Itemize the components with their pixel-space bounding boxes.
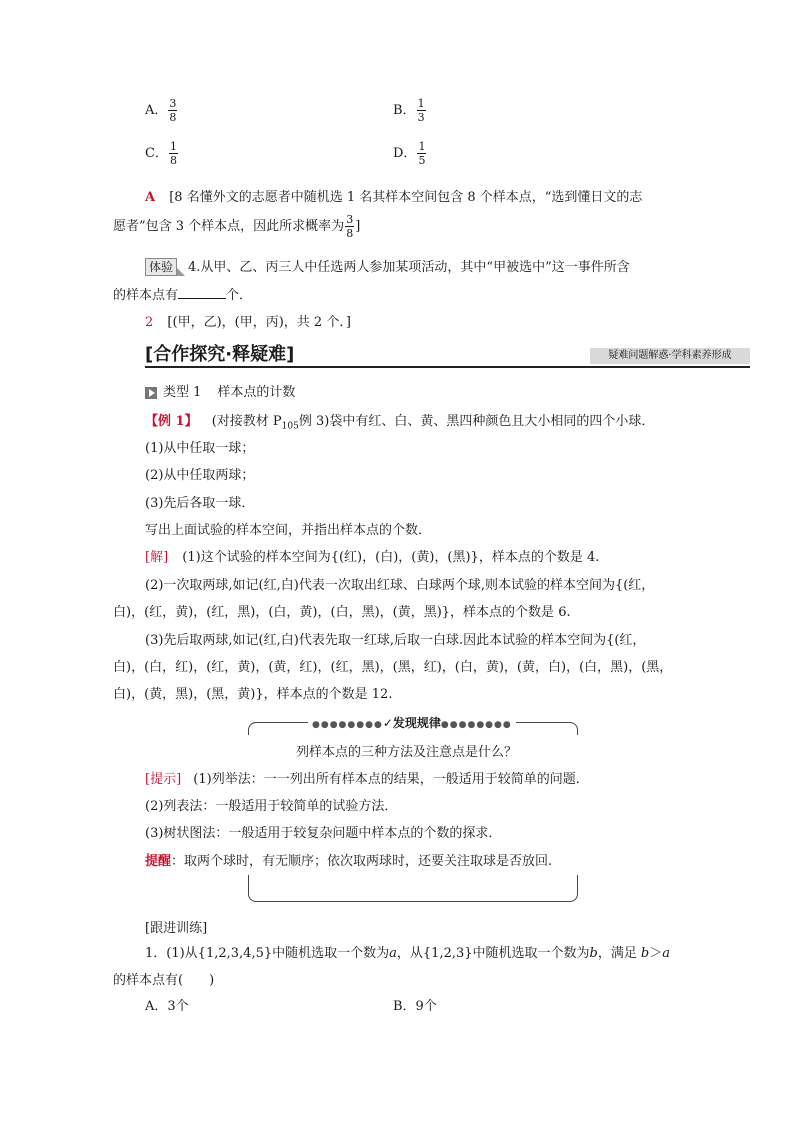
example-item: (1)从中任取一球； — [145, 441, 255, 456]
example-ask: 写出上面试验的样本空间，并指出样本点的个数． — [145, 523, 432, 538]
box-bottom-border — [248, 875, 578, 902]
answer-line-1: A [8 名懂外文的志愿者中随机选 1 名其样本空间包含 8 个样本点，“选到懂日文的志 — [145, 190, 643, 205]
question-4-answer: 2 [(甲，乙)，(甲，丙)，共 2 个．] — [145, 315, 351, 330]
answer-blank — [178, 286, 226, 299]
question-4-line-1: 体验 4.从甲、乙、丙三人中任选两人参加某项活动，其中“甲被选中”这一事件所含 — [145, 256, 630, 276]
option-d: D． $\frac{1}{5}$ — [393, 140, 426, 167]
solution-3-line-3: 白)，(黄，黑)，(黑，黄)}，样本点的个数是 12. — [113, 687, 393, 702]
example-item: (2)从中任取两球； — [145, 468, 255, 483]
fraction: $\frac{1}{8}$ — [169, 140, 177, 167]
section-subtitle-band: 疑难问题解惑·学科素养形成 — [590, 348, 750, 364]
tag-corner-icon — [177, 268, 185, 276]
solution-tag: [解] — [145, 550, 169, 565]
reminder-tag: 提醒 — [145, 854, 172, 869]
example-item: (3)先后各取一球． — [145, 496, 255, 511]
example-tag: 【例 1】 — [145, 414, 198, 429]
section-title: [合作探究·释疑难] — [145, 344, 295, 365]
option-c: C． $\frac{1}{8}$ — [145, 140, 177, 167]
discover-icon: ✓ — [382, 716, 393, 730]
solution-3-line-1: (3)先后取两球,如记(红,白)代表先取一红球,后取一白球.因此本试验的样本空间为{(红， — [145, 633, 646, 648]
play-icon — [145, 387, 157, 399]
option-a: A． $\frac{3}{8}$ — [145, 97, 177, 124]
hint-tag: [提示] — [145, 772, 182, 787]
practice-tag: [跟进训练] — [145, 921, 208, 936]
answer-letter: A — [145, 190, 156, 205]
fraction: $\frac{3}{8}$ — [169, 97, 177, 124]
example-1-header: 【例 1】 (对接教材 $P_{105}$例 3)袋中有红、白、黄、黑四种颜色且大小相同的四个小球． — [145, 414, 655, 432]
fraction: $\frac{1}{3}$ — [417, 97, 425, 124]
option-b: B． $\frac{1}{3}$ — [393, 97, 425, 124]
answer-line-2: 愿者”包含 3 个样本点，因此所求概率为 $\frac{3}{8}$ ] — [113, 213, 361, 240]
fraction: $\frac{1}{5}$ — [418, 140, 426, 167]
practice-option-b: B．9个 — [393, 999, 437, 1014]
solution-3-line-2: 白)，(白，红)，(红，黄)，(黄，红)，(红，黑)，(黑，红)，(白，黄)，(黄，白)，(白，黑)，(黑， — [113, 660, 673, 675]
practice-q1-line-2: 的样本点有( ) — [113, 973, 215, 988]
practice-q1-line-1: 1．(1)从{1,2,3,4,5}中随机选取一个数为a，从{1,2,3}中随机选取一个数为b，满足 b＞a — [145, 946, 670, 961]
section-header — [145, 340, 750, 368]
hint-1: [提示] (1)列举法：一一列出所有样本点的结果，一般适用于较简单的问题． — [145, 772, 589, 787]
discover-question: 列样本点的三种方法及注意点是什么？ — [296, 745, 518, 760]
section-divider — [145, 366, 750, 368]
hint-3: (3)树状图法：一般适用于较复杂问题中样本点的个数的探求． — [145, 826, 502, 841]
solution-2-line-1: (2)一次取两球,如记(红,白)代表一次取出红球、白球两个球,则本试验的样本空间为{(红， — [145, 578, 655, 593]
fraction: $\frac{3}{8}$ — [346, 213, 354, 240]
solution-2-line-2: 白)，(红，黄)，(红，黑)，(白，黄)，(白，黑)，(黄，黑)}，样本点的个数是 6. — [113, 605, 571, 620]
hint-2: (2)列表法：一般适用于较简单的试验方法． — [145, 799, 398, 814]
experience-tag: 体验 — [145, 258, 177, 276]
discover-label: ●●●●●●●●✓发现规律●●●●●●●● — [308, 714, 516, 731]
reminder: 提醒：取两个球时，有无顺序；依次取两球时，还要关注取球是否放回. — [145, 854, 553, 869]
practice-option-a: A．3个 — [145, 999, 189, 1014]
type-heading: 类型 1 样本点的计数 — [145, 381, 295, 400]
solution-1: [解] (1)这个试验的样本空间为{(红)，(白)，(黄)，(黑)}，样本点的个数是 4. — [145, 550, 600, 565]
question-4-line-2: 的样本点有 个． — [113, 288, 253, 303]
